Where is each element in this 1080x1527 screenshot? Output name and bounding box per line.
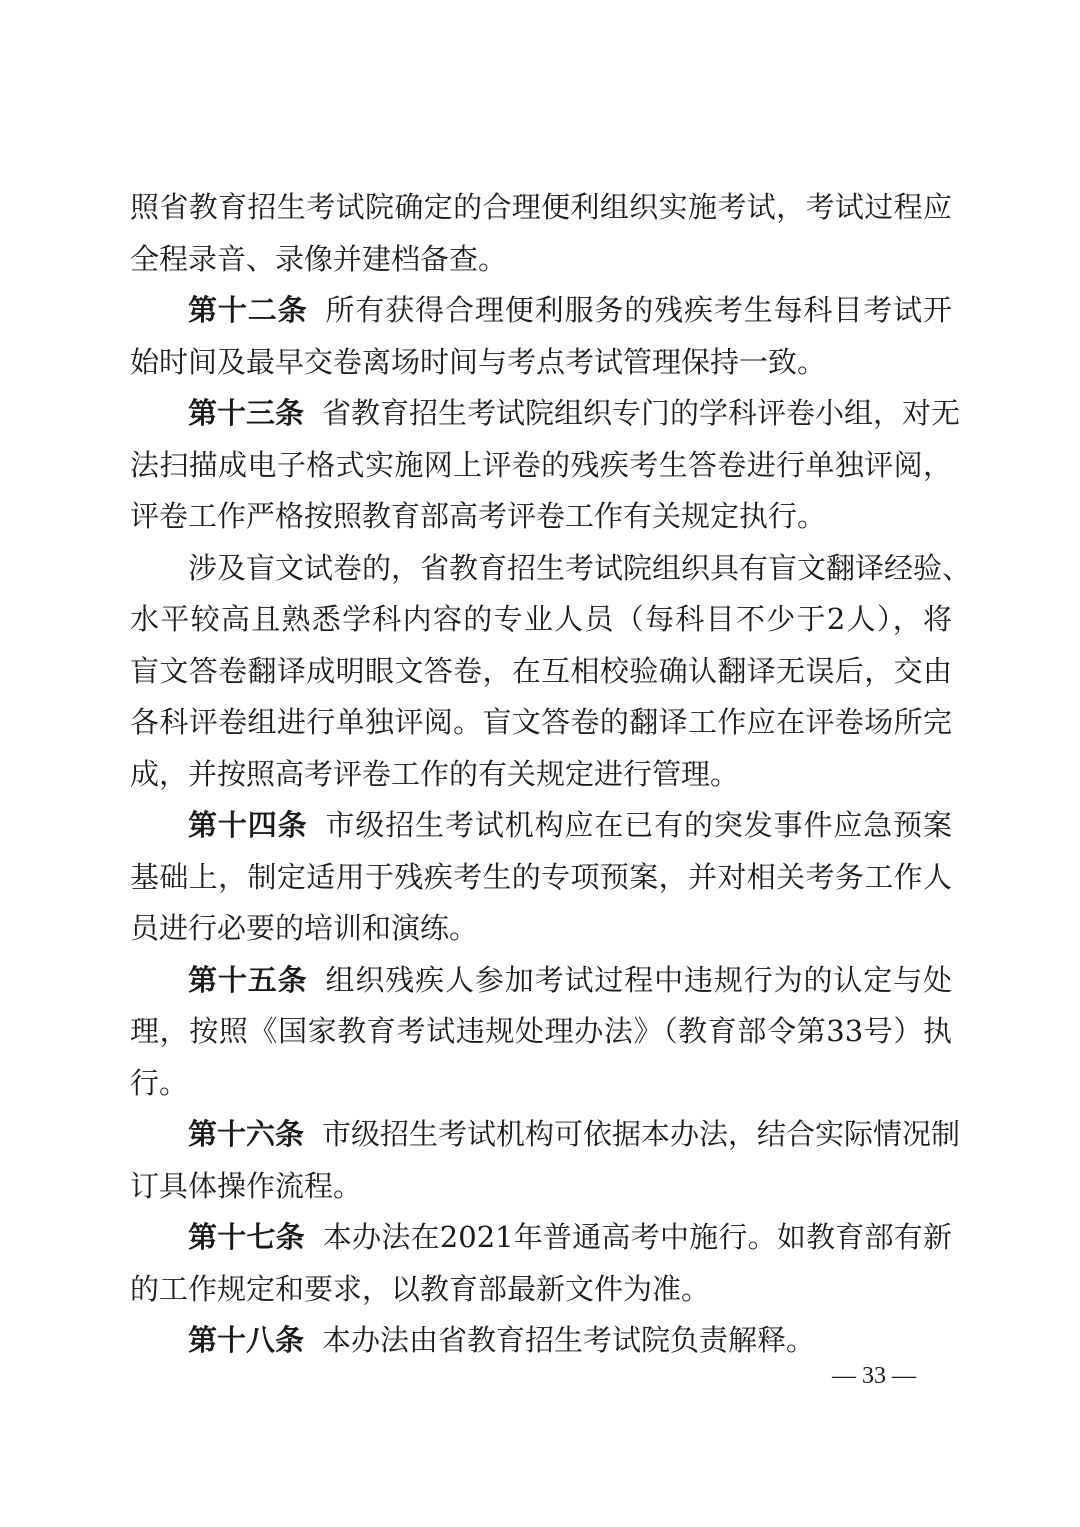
text-line: 评卷工作严格按照教育部高考评卷工作有关规定执行。	[130, 499, 827, 533]
article-17	[130, 1212, 952, 1315]
text-line: 基础上，制定适用于残疾考生的专项预案，并对相关考务工作人	[130, 859, 952, 894]
text-line: 员进行必要的培训和演练。	[130, 911, 479, 945]
page-number: — 33 —	[832, 1363, 916, 1389]
article-13	[130, 388, 961, 543]
text-line: 全程录音、录像并建档备查。	[130, 241, 508, 276]
article-16	[130, 1109, 961, 1212]
article-text: 本办法在2021年普通高考中施行。如教育部有新	[322, 1220, 952, 1254]
article-heading: 第十三条	[188, 396, 305, 430]
text-line: 始时间及最早交卷离场时间与考点考试管理保持一致。	[130, 344, 827, 379]
article-heading: 第十二条	[188, 293, 308, 327]
text-line	[130, 1212, 952, 1264]
article-text: 本办法由省教育招生考试院负责解释。	[322, 1323, 816, 1357]
article-heading: 第十四条	[188, 808, 308, 842]
article-heading: 第十七条	[188, 1220, 305, 1254]
article-text: 市级招生考试机构可依据本办法，结合实际情况制	[322, 1117, 961, 1151]
text-line	[130, 1109, 961, 1161]
text-line: 盲文答卷翻译成明眼文答卷，在互相校验确认翻译无误后，交由	[130, 653, 952, 688]
article-heading: 第十五条	[188, 962, 308, 997]
text-line: 行。	[130, 1065, 189, 1100]
article-heading: 第十八条	[188, 1323, 305, 1357]
text-line: 的工作规定和要求，以教育部最新文件为准。	[130, 1271, 711, 1306]
text-line: 理，按照《国家教育考试违规处理办法》（教育部令第33号）执	[130, 1014, 952, 1048]
text-line: 照省教育招生考试院确定的合理便利组织实施考试，考试过程应	[130, 190, 952, 224]
article-15	[130, 955, 952, 1110]
document-body	[130, 182, 972, 1367]
text-line: 订具体操作流程。	[130, 1168, 363, 1203]
text-line: 涉及盲文试卷的，省教育招生考试院组织具有盲文翻译经验、	[188, 550, 972, 585]
article-text: 市级招生考试机构应在已有的突发事件应急预案	[325, 808, 952, 842]
article-text: 组织残疾人参加考试过程中违规行为的认定与处	[325, 962, 952, 997]
article-text: 所有获得合理便利服务的残疾考生每科目考试开	[325, 293, 952, 327]
article-heading: 第十六条	[188, 1117, 305, 1151]
paragraph-braille	[130, 543, 972, 801]
text-line	[130, 800, 952, 852]
text-line: 成，并按照高考评卷工作的有关规定进行管理。	[130, 756, 740, 791]
article-text: 省教育招生考试院组织专门的学科评卷小组，对无	[322, 396, 961, 430]
text-line: 法扫描成电子格式实施网上评卷的残疾考生答卷进行单独评阅，	[130, 447, 952, 482]
article-12	[130, 285, 952, 388]
text-line	[130, 285, 952, 337]
article-14	[130, 800, 952, 955]
text-line: 各科评卷组进行单独评阅。盲文答卷的翻译工作应在评卷场所完	[130, 705, 952, 739]
text-line: 水平较高且熟悉学科内容的专业人员（每科目不少于2人），将	[130, 602, 952, 636]
text-line	[130, 955, 952, 1007]
paragraph	[130, 182, 952, 285]
text-line	[130, 388, 961, 440]
